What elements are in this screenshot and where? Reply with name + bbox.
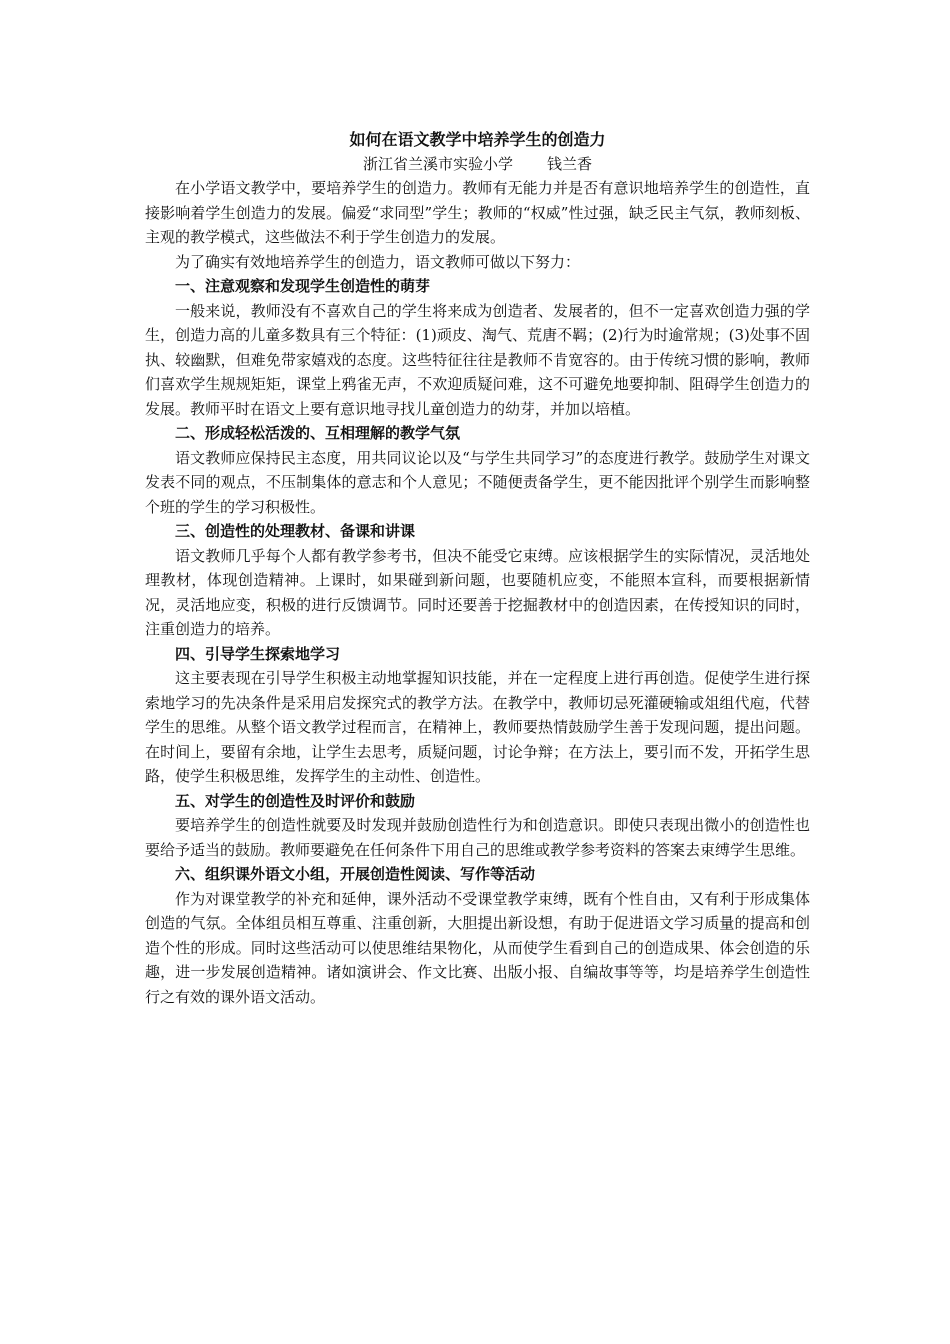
section-5-body: 要培养学生的创造性就要及时发现并鼓励创造性行为和创造意识。即使只表现出微小的创造性也要给予适当的鼓励。教师要避免在任何条件下用自己的思维或教学参考资料的答案去束缚学生思维。: [145, 816, 810, 859]
section-3-body: 语文教师几乎每个人都有教学参考书，但决不能受它束缚。应该根据学生的实际情况，灵活地处理教材，体现创造精神。上课时，如果碰到新问题，也要随机应变，不能照本宣科，而要根据新情况，灵活地应变，积极的进行反馈调节。同时还要善于挖掘教材中的创造因素，在传授知识的同时，注重创造力的培养。: [145, 546, 810, 638]
section-2-heading: 二、形成轻松活泼的、互相理解的教学气氛: [175, 424, 461, 442]
section-5-heading: 五、对学生的创造性及时评价和鼓励: [175, 791, 416, 810]
byline: [145, 152, 810, 176]
intro-paragraph-2: 为了确实有效地培养学生的创造力，语文教师可做以下努力：: [175, 252, 581, 271]
document-title: 如何在语文教学中培养学生的创造力: [349, 130, 606, 149]
section-1-body: 一般来说，教师没有不喜欢自己的学生将来成为创造者、发展者的，但不一定喜欢创造力强的学生，创造力高的儿童多数具有三个特征：(1)顽皮、淘气、荒唐不羁；(2)行为时逾常规；(3)处事不固执、较幽默，但难免带家嬉戏的态度。这些特征往往是教师不肯宽容的。由于传统习惯的影响，教师们喜欢学生规规矩矩，课堂上鸦雀无声，不欢迎质疑问难，这不可避免地要抑制、阻碍学生创造力的发展。教师平时在语文上要有意识地寻找儿童创造力的幼芽，并加以培植。: [145, 301, 810, 418]
section-3-heading: 三、创造性的处理教材、备课和讲课: [175, 522, 416, 540]
document-body: [145, 128, 810, 1009]
section-6-body: 作为对课堂教学的补充和延伸，课外活动不受课堂教学束缚，既有个性自由，又有利于形成集体创造的气氛。全体组员相互尊重、注重创新，大胆提出新设想，有助于促进语文学习质量的提高和创造个性的形成。同时这些活动可以使思维结果物化，从而使学生看到自己的创造成果、体会创造的乐趣，进一步发展创造精神。诸如演讲会、作文比赛、出版小报、自编故事等等，均是培养学生创造性行之有效的课外语文活动。: [145, 889, 810, 1006]
section-2-body: 语文教师应保持民主态度，用共同议论以及“与学生共同学习”的态度进行教学。鼓励学生对课文发表不同的观点，不压制集体的意志和个人意见；不随便责备学生，更不能因批评个别学生而影响整个班的学生的学习积极性。: [145, 448, 810, 516]
section-1-heading: 一、注意观察和发现学生创造性的萌芽: [175, 277, 431, 295]
section-4-body: 这主要表现在引导学生积极主动地掌握知识技能，并在一定程度上进行再创造。促使学生进行探索地学习的先决条件是采用启发探究式的教学方法。在教学中，教师切忌死灌硬输或俎组代庖，代替学生的思维。从整个语文教学过程而言，在精神上，教师要热情鼓励学生善于发现问题，提出问题。在时间上，要留有余地，让学生去思考，质疑问题，讨论争辩；在方法上，要引而不发，开拓学生思路，使学生积极思维，发挥学生的主动性、创造性。: [145, 669, 810, 785]
intro-paragraph-1: 在小学语文教学中，要培养学生的创造力。教师有无能力并是否有意识地培养学生的创造性，直接影响着学生创造力的发展。偏爱“求同型”学生；教师的“权威”性过强，缺乏民主气氛，教师刻板、主观的教学模式，这些做法不利于学生创造力的发展。: [145, 179, 810, 246]
author-name: 钱兰香: [547, 155, 593, 173]
section-4-heading: 四、引导学生探索地学习: [175, 644, 341, 663]
section-6-heading: 六、组织课外语文小组，开展创造性阅读、写作等活动: [175, 865, 536, 883]
school-name: 浙江省兰溪市实验小学: [362, 155, 513, 173]
